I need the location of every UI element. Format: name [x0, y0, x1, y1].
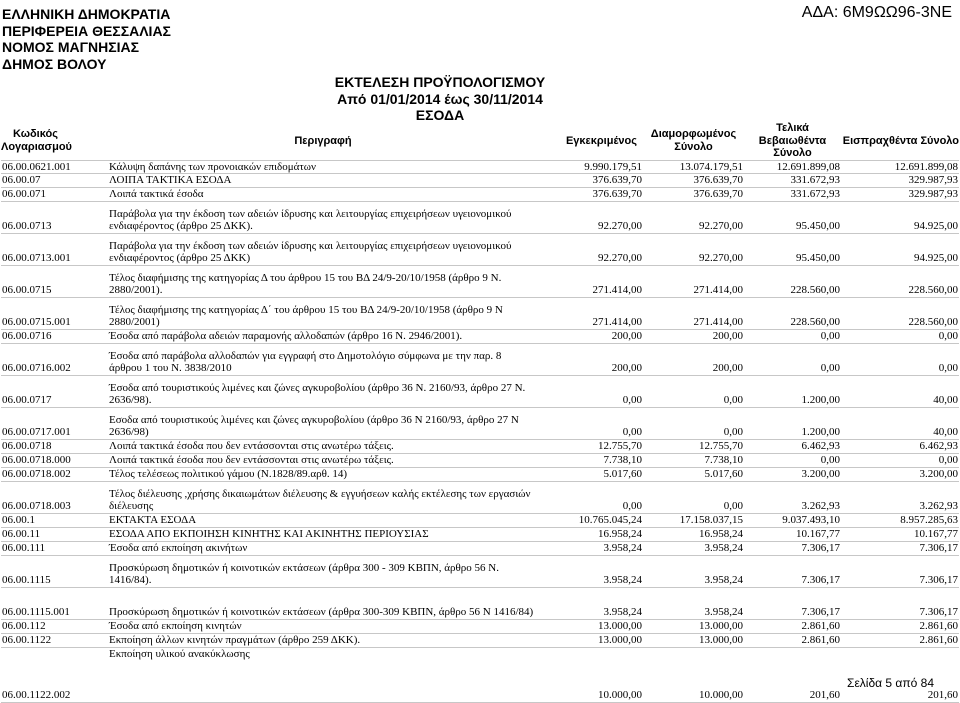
approved-amount: 200,00	[611, 330, 642, 342]
certified-amount: 7.306,17	[801, 542, 840, 554]
account-code: 06.00.0713.001	[2, 252, 71, 264]
account-code: 06.00.0718.000	[2, 454, 71, 466]
approved-amount: 10.765.045,24	[578, 514, 642, 526]
table-row	[1, 453, 959, 467]
certified-amount: 0,00	[820, 362, 840, 374]
certified-amount: 201,60	[809, 689, 840, 701]
collected-amount: 40,00	[933, 394, 958, 406]
certified-amount: 3.262,93	[801, 500, 840, 512]
modified-amount: 200,00	[712, 362, 743, 374]
account-code: 06.00.0715.001	[2, 316, 71, 328]
col-header-description: Περιγραφή	[294, 134, 352, 147]
description: Τέλος διαφήμισης της κατηγορίας Δ΄ του άρθρου 15 του ΒΔ 24/9-20/10/1958 (άρθρο 9 Ν 2880/2001)	[109, 303, 503, 328]
collected-amount: 2.861,60	[919, 634, 958, 646]
description: Έσοδα από εκποίηση ακινήτων	[109, 542, 248, 554]
collected-amount: 201,60	[927, 689, 958, 701]
header-country: ΕΛΛΗΝΙΚΗ ΔΗΜΟΚΡΑΤΙΑ	[2, 6, 171, 22]
collected-amount: 2.861,60	[919, 620, 958, 632]
description: Έσοδα από παράβολα αλλοδαπών για εγγραφή στο Δημοτολόγιο σύμφωνα με την παρ. 8 άρθρου 1 του Ν. 3838/2010	[109, 349, 502, 374]
col-header-approved: Εγκεκριμένος	[565, 134, 637, 147]
approved-amount: 13.000,00	[598, 634, 642, 646]
collected-amount: 3.262,93	[919, 500, 958, 512]
collected-amount: 329.987,93	[908, 188, 958, 200]
collected-amount: 3.200,00	[919, 468, 958, 480]
certified-amount: 228.560,00	[790, 284, 840, 296]
description: Λοιπά τακτικά έσοδα που δεν εντάσσονται στις ανωτέρω τάξεις.	[109, 454, 394, 466]
description: Τέλος διαφήμισης της κατηγορίας Δ του άρθρου 15 του ΒΔ 24/9-20/10/1958 (άρθρο 9 Ν. 2880/2001).	[109, 271, 502, 296]
account-code: 06.00.0621.001	[2, 160, 71, 173]
ada-code: ΑΔΑ: 6Μ9ΩΩ96-3ΝΕ	[801, 4, 952, 21]
account-code: 06.00.0717	[2, 394, 52, 406]
modified-amount: 376.639,70	[693, 174, 743, 186]
certified-amount: 7.306,17	[801, 606, 840, 618]
modified-amount: 12.755,70	[699, 440, 743, 452]
report-title-main: ΕΚΤΕΛΕΣΗ ΠΡΟΫΠΟΛΟΓΙΣΜΟΥ	[334, 74, 546, 90]
certified-amount: 1.200,00	[801, 394, 840, 406]
table-row	[1, 647, 959, 702]
description: Τέλος τελέσεως πολιτικού γάμου (Ν.1828/89.αρθ. 14)	[109, 468, 348, 480]
certified-amount: 2.861,60	[801, 634, 840, 646]
account-code: 06.00.0715	[2, 284, 52, 296]
organization-header	[2, 6, 171, 72]
table-row	[1, 233, 959, 265]
account-code: 06.00.0713	[2, 220, 52, 232]
approved-amount: 376.639,70	[592, 174, 642, 186]
approved-amount: 12.755,70	[598, 440, 642, 452]
table-header-row	[1, 122, 959, 160]
collected-amount: 40,00	[933, 426, 958, 438]
modified-amount: 7.738,10	[704, 454, 743, 466]
modified-amount: 92.270,00	[699, 220, 743, 232]
table-row	[1, 343, 959, 375]
table-row	[1, 513, 959, 527]
table-row	[1, 633, 959, 647]
collected-amount: 7.306,17	[919, 606, 958, 618]
modified-amount: 13.000,00	[699, 620, 743, 632]
table-row	[1, 174, 959, 188]
description: Τέλος διέλευσης ,χρήσης δικαιωμάτων διέλευσης & εγγυήσεων καλής εκτέλεσης των εργασιών διέλευσης	[109, 487, 531, 512]
col-header-code: Κωδικός Λογαριασμού	[1, 128, 72, 153]
description: Εκποίηση άλλων κινητών πραγμάτων (άρθρο 259 ΔΚΚ).	[109, 634, 361, 646]
collected-amount: 0,00	[938, 330, 958, 342]
approved-amount: 0,00	[622, 394, 642, 406]
collected-amount: 8.957.285,63	[900, 514, 958, 526]
description: Λοιπά τακτικά έσοδα	[109, 188, 204, 200]
approved-amount: 5.017,60	[603, 468, 642, 480]
approved-amount: 3.958,24	[603, 606, 642, 618]
collected-amount: 6.462,93	[919, 440, 958, 452]
certified-amount: 331.672,93	[790, 188, 840, 200]
certified-amount: 228.560,00	[790, 316, 840, 328]
modified-amount: 13.074.179,51	[679, 160, 743, 173]
description: Έσοδα από τουριστικούς λιμένες και ζώνες αγκυροβολίου (άρθρο 36 Ν. 2160/93, άρθρο 27 Ν. 2636/98).	[109, 381, 526, 406]
report-period: Από 01/01/2014 έως 30/11/2014	[337, 90, 543, 107]
account-code: 06.00.0717.001	[2, 426, 71, 438]
table-row	[1, 201, 959, 233]
collected-amount: 329.987,93	[908, 174, 958, 186]
approved-amount: 92.270,00	[598, 220, 642, 232]
collected-amount: 7.306,17	[919, 574, 958, 586]
account-code: 06.00.071	[2, 188, 46, 200]
modified-amount: 3.958,24	[704, 574, 743, 586]
modified-amount: 16.958,24	[699, 528, 743, 540]
certified-amount: 10.167,77	[796, 528, 840, 540]
approved-amount: 7.738,10	[603, 454, 642, 466]
account-code: 06.00.112	[2, 620, 46, 632]
modified-amount: 92.270,00	[699, 252, 743, 264]
account-code: 06.00.11	[2, 528, 41, 540]
report-section: ΕΣΟΔΑ	[415, 107, 465, 123]
description: Προσκύρωση δημοτικών ή κοινοτικών εκτάσεων (άρθρα 300 - 309 ΚΒΠΝ, άρθρο 56 Ν. 1416/84).	[109, 561, 499, 586]
table-row	[1, 297, 959, 329]
account-code: 06.00.111	[2, 542, 46, 554]
modified-amount: 0,00	[723, 500, 743, 512]
certified-amount: 2.861,60	[801, 620, 840, 632]
header-prefecture: ΝΟΜΟΣ ΜΑΓΝΗΣΙΑΣ	[2, 39, 140, 55]
description: Λοιπά τακτικά έσοδα που δεν εντάσσονται στις ανωτέρω τάξεις.	[109, 440, 394, 452]
certified-amount: 0,00	[820, 330, 840, 342]
approved-amount: 3.958,24	[603, 574, 642, 586]
certified-amount: 3.200,00	[801, 468, 840, 480]
modified-amount: 200,00	[712, 330, 743, 342]
collected-amount: 10.167,77	[914, 528, 958, 540]
certified-amount: 9.037.493,10	[782, 514, 840, 526]
modified-amount: 271.414,00	[693, 316, 743, 328]
table-row	[1, 555, 959, 587]
modified-amount: 3.958,24	[704, 606, 743, 618]
certified-amount: 6.462,93	[801, 440, 840, 452]
modified-amount: 376.639,70	[693, 188, 743, 200]
account-code: 06.00.0718.003	[2, 500, 71, 512]
collected-amount: 7.306,17	[919, 542, 958, 554]
certified-amount: 12.691.899,08	[776, 160, 840, 173]
account-code: 06.00.0718	[2, 440, 52, 452]
certified-amount: 0,00	[820, 454, 840, 466]
description: Κάλυψη δαπάνης των προνοιακών επιδομάτων	[109, 160, 317, 173]
account-code: 06.00.1122	[2, 634, 52, 646]
collected-amount: 94.925,00	[914, 252, 958, 264]
approved-amount: 16.958,24	[598, 528, 642, 540]
approved-amount: 200,00	[611, 362, 642, 374]
table-row	[1, 619, 959, 633]
modified-amount: 271.414,00	[693, 284, 743, 296]
modified-amount: 0,00	[723, 426, 743, 438]
table-row	[1, 329, 959, 343]
account-code: 06.00.1122.002	[2, 689, 71, 701]
approved-amount: 10.000,00	[598, 689, 642, 701]
account-code: 06.00.0716	[2, 330, 52, 342]
account-code: 06.00.1115.001	[2, 606, 70, 618]
approved-amount: 271.414,00	[592, 316, 642, 328]
revenue-table	[1, 122, 959, 703]
account-code: 06.00.1	[2, 514, 35, 526]
description: ΕΚΤΑΚΤΑ ΕΣΟΔΑ	[109, 514, 197, 526]
certified-amount: 1.200,00	[801, 426, 840, 438]
table-row	[1, 187, 959, 201]
table-row	[1, 481, 959, 513]
certified-amount: 95.450,00	[796, 252, 840, 264]
description: Εκποίηση υλικού ανακύκλωσης	[109, 647, 250, 660]
header-municipality: ΔΗΜΟΣ ΒΟΛΟΥ	[2, 55, 107, 72]
description: Εσοδα από τουριστικούς λιμένες και ζώνες αγκυροβολίου (άρθρο 36 Ν 2160/93, άρθρο 27 Ν 2636/98)	[109, 413, 519, 438]
description: Προσκύρωση δημοτικών ή κοινοτικών εκτάσεων (άρθρα 300-309 ΚΒΠΝ, άρθρο 56 Ν 1416/84)	[109, 606, 534, 618]
table-row	[1, 527, 959, 541]
certified-amount: 7.306,17	[801, 574, 840, 586]
description: Παράβολα για την έκδοση των αδειών ίδρυσης και λειτουργίας επιχειρήσεων υγειονομικού ενδιαφέροντος (άρθρο 25 ΔΚΚ).	[109, 207, 512, 232]
account-code: 06.00.1115	[2, 574, 51, 586]
table-row	[1, 375, 959, 407]
description: ΕΣΟΔΑ ΑΠΟ ΕΚΠΟΙΗΣΗ ΚΙΝΗΤΗΣ ΚΑΙ ΑΚΙΝΗΤΗΣ ΠΕΡΙΟΥΣΙΑΣ	[109, 528, 429, 540]
collected-amount: 0,00	[938, 362, 958, 374]
approved-amount: 92.270,00	[598, 252, 642, 264]
account-code: 06.00.07	[2, 174, 41, 186]
col-header-modified: Διαμορφωμένος Σύνολο	[650, 128, 737, 153]
modified-amount: 17.158.037,15	[679, 514, 743, 526]
collected-amount: 12.691.899,08	[894, 160, 958, 173]
table-row	[1, 407, 959, 439]
table-row	[1, 587, 959, 619]
modified-amount: 5.017,60	[704, 468, 743, 480]
approved-amount: 271.414,00	[592, 284, 642, 296]
collected-amount: 94.925,00	[914, 220, 958, 232]
collected-amount: 228.560,00	[908, 316, 958, 328]
report-title	[250, 74, 630, 124]
collected-amount: 0,00	[938, 454, 958, 466]
approved-amount: 9.990.179,51	[584, 160, 642, 173]
description: Παράβολα για την έκδοση των αδειών ίδρυσης και λειτουργίας επιχειρήσεων υγειονομικού ενδιαφέροντος (άρθρο 25 ΔΚΚ)	[109, 239, 512, 264]
col-header-certified: Τελικά Βεβαιωθέντα Σύνολο	[758, 122, 827, 159]
header-region: ΠΕΡΙΦΕΡΕΙΑ ΘΕΣΣΑΛΙΑΣ	[2, 22, 171, 39]
description: Έσοδα από εκποίηση κινητών	[109, 620, 242, 632]
description: Έσοδα από παράβολα αδειών παραμονής αλλοδαπών (άρθρο 16 Ν. 2946/2001).	[109, 330, 463, 342]
approved-amount: 0,00	[622, 500, 642, 512]
table-row	[1, 160, 959, 174]
certified-amount: 331.672,93	[790, 174, 840, 186]
modified-amount: 13.000,00	[699, 634, 743, 646]
collected-amount: 228.560,00	[908, 284, 958, 296]
table-row	[1, 467, 959, 481]
table-row	[1, 439, 959, 453]
approved-amount: 3.958,24	[603, 542, 642, 554]
page-number: Σελίδα 5 από 84	[847, 676, 934, 690]
col-header-collected: Εισπραχθέντα Σύνολο	[842, 134, 959, 147]
account-code: 06.00.0718.002	[2, 468, 71, 480]
approved-amount: 376.639,70	[592, 188, 642, 200]
approved-amount: 13.000,00	[598, 620, 642, 632]
description: ΛΟΙΠΑ ΤΑΚΤΙΚΑ ΕΣΟΔΑ	[109, 174, 232, 186]
approved-amount: 0,00	[622, 426, 642, 438]
modified-amount: 10.000,00	[699, 689, 743, 701]
account-code: 06.00.0716.002	[2, 362, 71, 374]
table-row	[1, 541, 959, 555]
modified-amount: 3.958,24	[704, 542, 743, 554]
table-row	[1, 265, 959, 297]
certified-amount: 95.450,00	[796, 220, 840, 232]
modified-amount: 0,00	[723, 394, 743, 406]
